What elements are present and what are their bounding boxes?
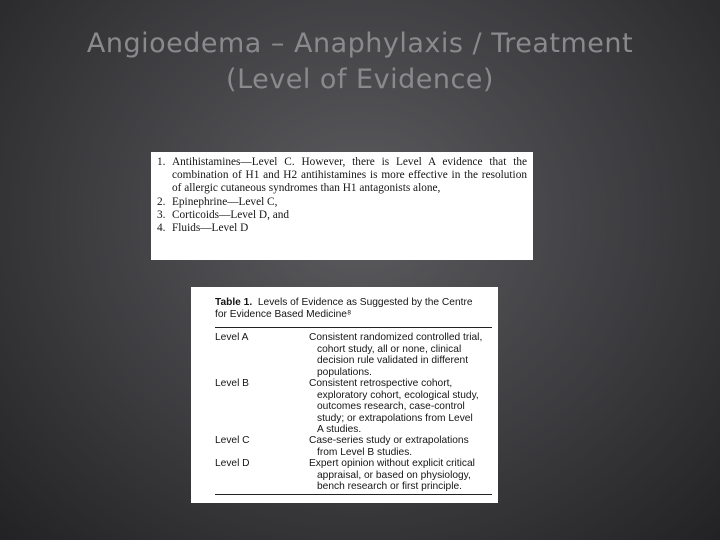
table-level: Level A <box>215 332 249 343</box>
table-description <box>309 458 492 493</box>
list-item-number: 4. <box>157 222 166 235</box>
table-caption <box>215 297 485 321</box>
table-desc-line: from Level B studies. <box>317 446 413 458</box>
table-desc-line: Consistent retrospective cohort, <box>309 378 453 389</box>
list-item-number: 2. <box>157 195 166 208</box>
table-level: Level D <box>215 458 250 469</box>
table-desc-line: cohort study, all or none, clinical <box>317 343 462 355</box>
table-caption-text: Levels of Evidence as Suggested by the Centre for Evidence Based Medicine⁸ <box>215 297 473 320</box>
table-desc-line: Expert opinion without explicit critical <box>309 458 475 469</box>
list-item-text: Antihistamines—Level C. However, there is Level A evidence that the combination of H1 and H2 antihistamines is more effective in the resolution of allergic cutaneous syndromes than H1 antagonists alone, <box>172 156 527 195</box>
list-item <box>157 222 527 235</box>
table-description <box>309 332 492 378</box>
table-desc-line: study; or extrapolations from Level <box>317 412 473 424</box>
list-item <box>157 209 527 222</box>
table-description <box>309 435 492 458</box>
table-desc-line: Consistent randomized controlled trial, <box>309 332 483 343</box>
table-desc-line: Case-series study or extrapolations <box>309 435 469 446</box>
list-item-number: 1. <box>157 156 166 168</box>
table-description <box>309 378 492 436</box>
list-item-text: Epinephrine—Level C, <box>172 195 278 208</box>
table-desc-line: exploratory cohort, ecological study, <box>317 389 479 401</box>
list-item-text: Corticoids—Level D, and <box>172 208 290 221</box>
list-item <box>157 196 527 209</box>
title-line-2: (Level of Evidence) <box>226 64 494 95</box>
list-item <box>157 156 527 196</box>
list-item-number: 3. <box>157 208 166 221</box>
table-desc-line: appraisal, or based on physiology, <box>317 469 471 481</box>
table-level: Level C <box>215 435 250 446</box>
table-desc-line: A studies. <box>317 424 362 436</box>
table-top-rule <box>215 327 492 328</box>
table-caption-label: Table 1. <box>215 297 253 308</box>
title-line-1: Angioedema – Anaphylaxis / Treatment <box>86 28 634 59</box>
table-desc-line: decision rule validated in different <box>317 355 469 367</box>
table-level: Level B <box>215 378 249 389</box>
treatment-list-image <box>151 152 533 260</box>
slide-title <box>0 26 720 98</box>
table-desc-line: outcomes research, case-control <box>317 401 465 413</box>
table-bottom-rule <box>215 494 492 495</box>
list-item-text: Fluids—Level D <box>172 222 249 235</box>
treatment-list <box>157 156 527 235</box>
evidence-table-image <box>191 287 498 503</box>
table-desc-line: bench research or first principle. <box>317 481 462 493</box>
table-desc-line: populations. <box>317 366 372 378</box>
